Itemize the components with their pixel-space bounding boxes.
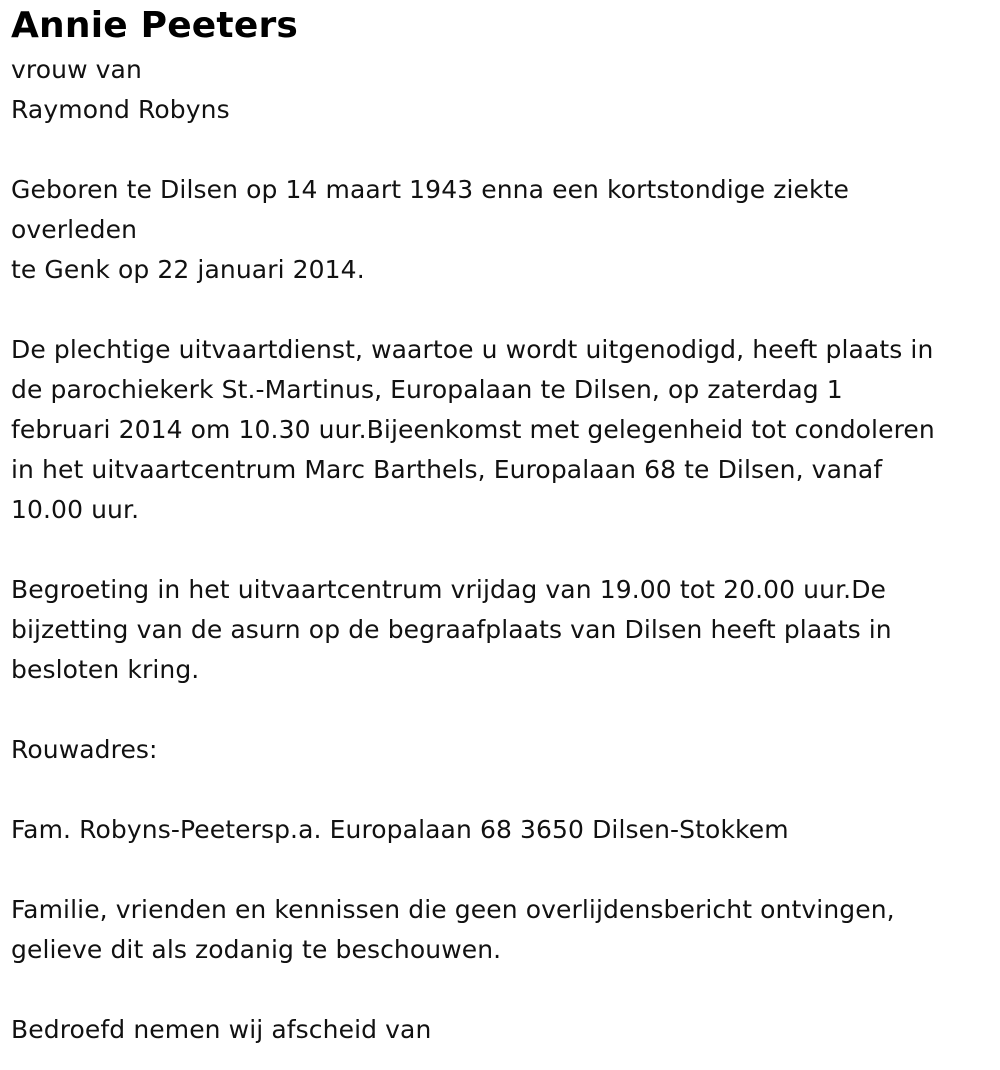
spouse-name: Raymond Robyns: [11, 95, 230, 124]
spacer: [11, 290, 1000, 330]
spacer: [11, 690, 1000, 730]
birth-death-line: te Genk op 22 januari 2014.: [11, 255, 365, 284]
greeting-line: bijzetting van de asurn op de begraafplaats van Dilsen heeft plaats in: [11, 615, 892, 644]
notice-line: gelieve dit als zodanig te beschouwen.: [11, 935, 502, 964]
birth-death-line: Geboren te Dilsen op 14 maart 1943 enna een kortstondige ziekte: [11, 175, 849, 204]
spacer: [11, 770, 1000, 810]
notice-paragraph: [11, 890, 1000, 970]
spouse-label: vrouw van: [11, 55, 142, 84]
spacer: [11, 530, 1000, 570]
spacer: [11, 850, 1000, 890]
spacer: [11, 130, 1000, 170]
deceased-name: Annie Peeters: [11, 5, 299, 46]
closing-line: Bedroefd nemen wij afscheid van: [11, 1015, 432, 1044]
funeral-line: in het uitvaartcentrum Marc Barthels, Europalaan 68 te Dilsen, vanaf: [11, 455, 883, 484]
mourning-address-label: Rouwadres:: [11, 735, 158, 764]
greeting-paragraph: [11, 570, 1000, 690]
funeral-line: De plechtige uitvaartdienst, waartoe u wordt uitgenodigd, heeft plaats in: [11, 335, 934, 364]
birth-death-paragraph: [11, 170, 1000, 290]
greeting-line: Begroeting in het uitvaartcentrum vrijdag van 19.00 tot 20.00 uur.De: [11, 575, 887, 604]
mourning-address: Fam. Robyns-Peetersp.a. Europalaan 68 3650 Dilsen-Stokkem: [11, 815, 789, 844]
funeral-line: 10.00 uur.: [11, 495, 140, 524]
funeral-line: de parochiekerk St.-Martinus, Europalaan te Dilsen, op zaterdag 1: [11, 375, 843, 404]
funeral-paragraph: [11, 330, 1000, 530]
funeral-line: februari 2014 om 10.30 uur.Bijeenkomst met gelegenheid tot condoleren: [11, 415, 935, 444]
spacer: [11, 970, 1000, 1010]
greeting-line: besloten kring.: [11, 655, 200, 684]
birth-death-line: overleden: [11, 215, 138, 244]
notice-line: Familie, vrienden en kennissen die geen overlijdensbericht ontvingen,: [11, 895, 895, 924]
